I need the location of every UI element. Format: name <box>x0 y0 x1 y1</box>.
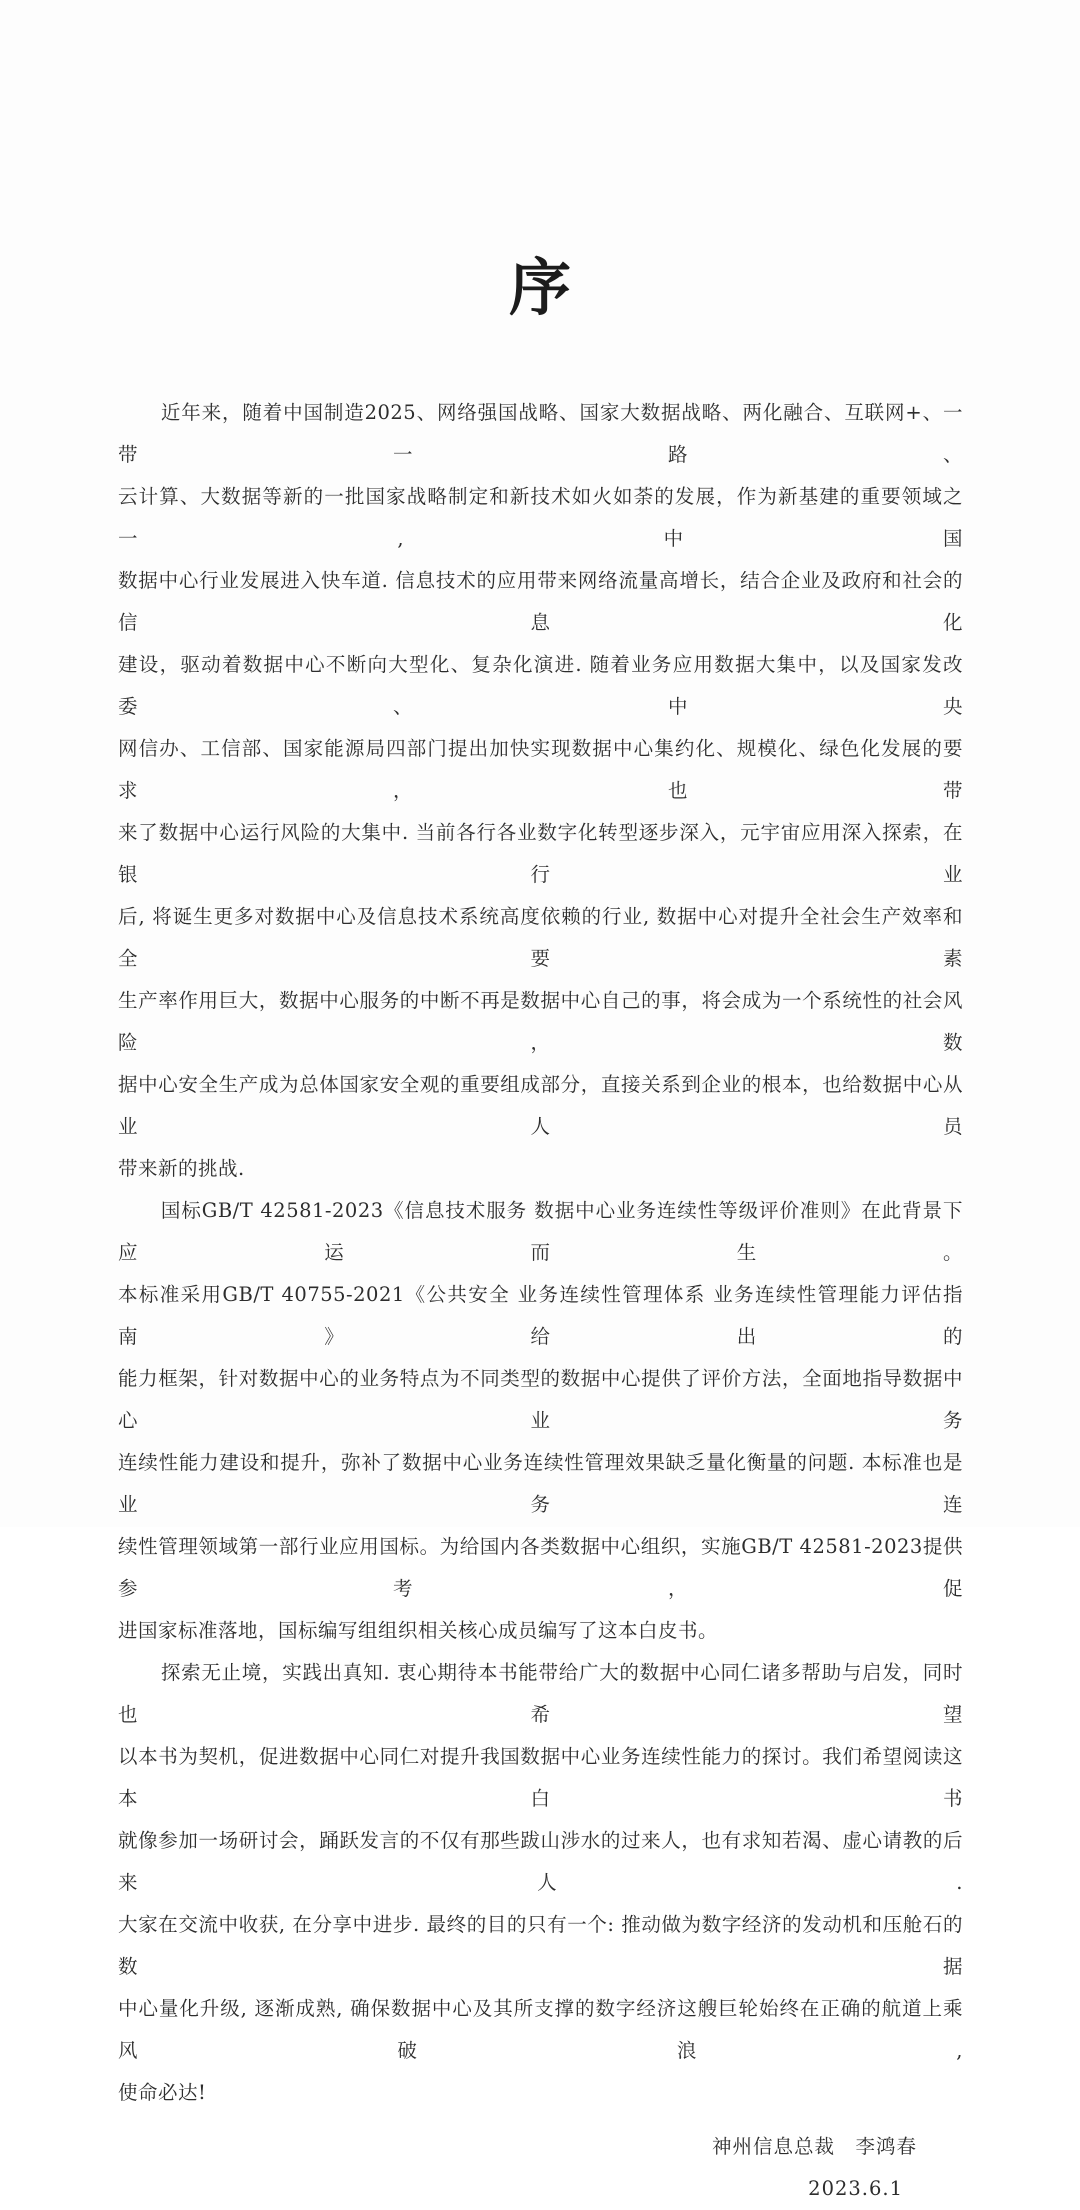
paragraph-line: 建设，驱动着数据中心不断向大型化、复杂化演进. 随着业务应用数据大集中，以及国家发改委、中央 <box>118 653 963 718</box>
paragraph-line: 本标准采用GB/T 40755-2021《公共安全 业务连续性管理体系 业务连续性管理能力评估指南》给出的 <box>118 1283 963 1348</box>
paragraph-line: 数据中心行业发展进入快车道. 信息技术的应用带来网络流量高增长，结合企业及政府和社会的信息化 <box>118 569 963 634</box>
paragraph-line: 带来新的挑战. <box>118 1157 245 1180</box>
paragraph-line: 以本书为契机，促进数据中心同仁对提升我国数据中心业务连续性能力的探讨。我们希望阅读这本白书 <box>118 1745 963 1810</box>
paragraph-line: 探索无止境，实践出真知. 衷心期待本书能带给广大的数据中心同仁诸多帮助与启发，同时也希望 <box>118 1661 963 1726</box>
paragraph-line: 中心量化升级, 逐渐成熟, 确保数据中心及其所支撑的数字经济这艘巨轮始终在正确的航道上乘风破浪, <box>118 1997 963 2062</box>
date: 2023.6.1 <box>808 2177 903 2200</box>
paragraph-3 <box>118 1652 963 2114</box>
paragraph-line: 能力框架，针对数据中心的业务特点为不同类型的数据中心提供了评价方法，全面地指导数据中心业务 <box>118 1367 963 1432</box>
page-title: 序 <box>508 251 571 324</box>
paragraph-line: 国标GB/T 42581-2023《信息技术服务 数据中心业务连续性等级评价准则》在此背景下应运而生。 <box>118 1199 963 1264</box>
paragraph-line: 据中心安全生产成为总体国家安全观的重要组成部分，直接关系到企业的根本，也给数据中心从业人员 <box>118 1073 963 1138</box>
paragraph-line: 近年来，随着中国制造2025、网络强国战略、国家大数据战略、两化融合、互联网+、一带一路、 <box>118 401 963 466</box>
paragraph-line: 续性管理领域第一部行业应用国标。为给国内各类数据中心组织，实施GB/T 42581-2023提供参考，促 <box>118 1535 963 1600</box>
paragraph-line: 网信办、工信部、国家能源局四部门提出加快实现数据中心集约化、规模化、绿色化发展的要求，也带 <box>118 737 963 802</box>
paragraph-1 <box>118 392 963 1190</box>
paragraph-line: 来了数据中心运行风险的大集中. 当前各行各业数字化转型逐步深入，元宇宙应用深入探索，在银行业 <box>118 821 963 886</box>
paragraph-line: 大家在交流中收获, 在分享中进步. 最终的目的只有一个: 推动做为数字经济的发动机和压舱石的数据 <box>118 1913 963 1978</box>
preface-body <box>118 392 963 2210</box>
paragraph-line: 后, 将诞生更多对数据中心及信息技术系统高度依赖的行业, 数据中心对提升全社会生产效率和全要素 <box>118 905 963 970</box>
paragraph-line: 进国家标准落地，国标编写组组织相关核心成员编写了这本白皮书。 <box>118 1619 719 1642</box>
paragraph-line: 云计算、大数据等新的一批国家战略制定和新技术如火如荼的发展，作为新基建的重要领域之一,中国 <box>118 485 963 550</box>
paragraph-2 <box>118 1190 963 1652</box>
paragraph-line: 使命必达! <box>118 2081 207 2104</box>
signature: 神州信息总裁 李鸿春 <box>711 2135 917 2158</box>
paragraph-line: 生产率作用巨大，数据中心服务的中断不再是数据中心自己的事，将会成为一个系统性的社会风险，数 <box>118 989 963 1054</box>
paragraph-line: 就像参加一场研讨会，踊跃发言的不仅有那些跋山涉水的过来人，也有求知若渴、虚心请教的后来人. <box>118 1829 963 1894</box>
paragraph-line: 连续性能力建设和提升，弥补了数据中心业务连续性管理效果缺乏量化衡量的问题. 本标准也是业务连 <box>118 1451 963 1516</box>
